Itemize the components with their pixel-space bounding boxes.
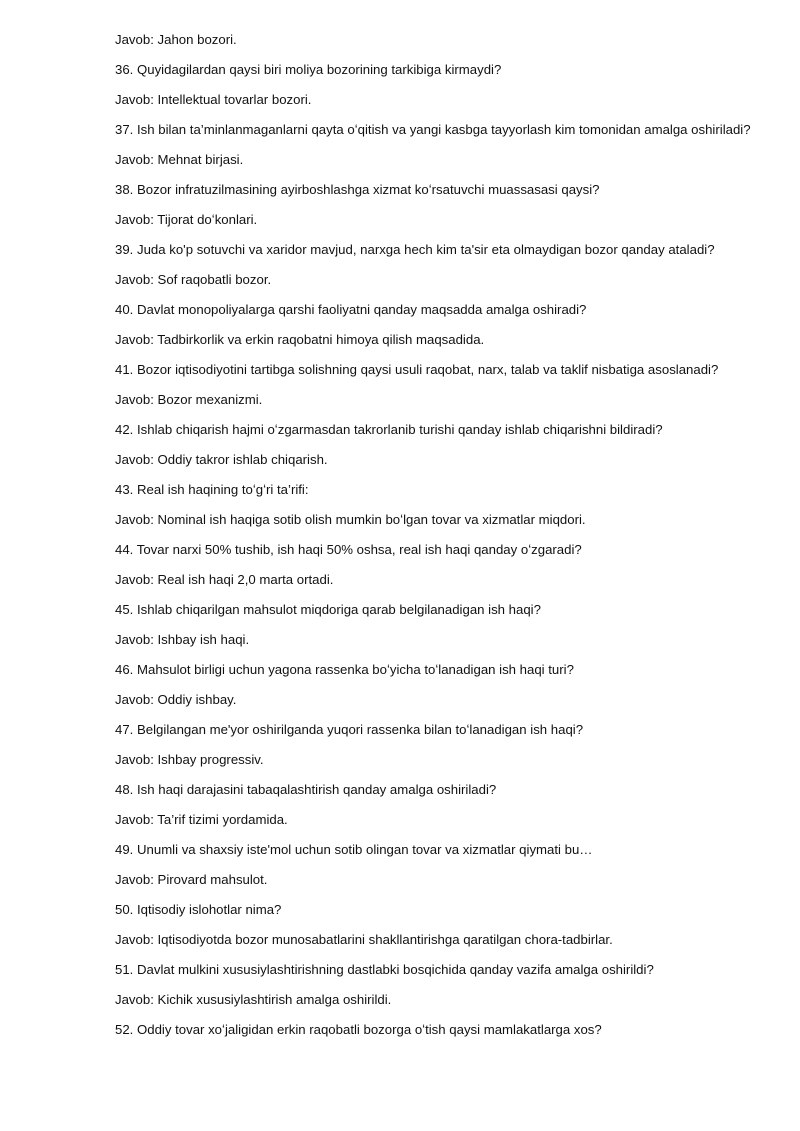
answer-line: Javob: Pirovard mahsulot. xyxy=(115,872,268,887)
answer-line: Javob: Sof raqobatli bozor. xyxy=(115,272,272,287)
question-line: 41. Bozor iqtisodiyotini tartibga solishning qaysi usuli raqobat, narx, talab va taklif nisbatiga asoslanadi? xyxy=(115,362,719,377)
question-line: 36. Quyidagilardan qaysi biri moliya bozorining tarkibiga kirmaydi? xyxy=(115,62,502,77)
question-line: 48. Ish haqi darajasini tabaqalashtirish qanday amalga oshiriladi? xyxy=(115,782,497,797)
question-line: 39. Juda ko'p sotuvchi va xaridor mavjud, narxga hech kim ta'sir eta olmaydigan bozor qanday ataladi? xyxy=(115,242,715,257)
answer-line: Javob: Ishbay ish haqi. xyxy=(115,632,250,647)
answer-line: Javob: Kichik xususiylashtirish amalga oshirildi. xyxy=(115,992,392,1007)
answer-line: Javob: Ta’rif tizimi yordamida. xyxy=(115,812,288,827)
question-line: 51. Davlat mulkini xususiylashtirishning dastlabki bosqichida qanday vazifa amalga oshirildi? xyxy=(115,962,654,977)
question-line: 42. Ishlab chiqarish hajmi oʻzgarmasdan takrorlanib turishi qanday ishlab chiqarishni bildiradi? xyxy=(115,422,663,437)
answer-line: Javob: Bozor mexanizmi. xyxy=(115,392,263,407)
question-line: 49. Unumli va shaxsiy iste'mol uchun sotib olingan tovar va xizmatlar qiymati bu… xyxy=(115,842,593,857)
answer-line: Javob: Intellektual tovarlar bozori. xyxy=(115,92,312,107)
question-line: 40. Davlat monopoliyalarga qarshi faoliyatni qanday maqsadda amalga oshiradi? xyxy=(115,302,587,317)
question-line: 46. Mahsulot birligi uchun yagona rassenka boʻyicha toʻlanadigan ish haqi turi? xyxy=(115,662,574,677)
question-line: 38. Bozor infratuzilmasining ayirboshlashga xizmat koʻrsatuvchi muassasasi qaysi? xyxy=(115,182,600,197)
question-line: 37. Ish bilan ta’minlanmaganlarni qayta oʻqitish va yangi kasbga tayyorlash kim tomonidan amalga oshiriladi? xyxy=(115,122,751,137)
answer-line: Javob: Oddiy ishbay. xyxy=(115,692,237,707)
question-line: 47. Belgilangan me'yor oshirilganda yuqori rassenka bilan toʻlanadigan ish haqi? xyxy=(115,722,584,737)
question-line: 44. Tovar narxi 50% tushib, ish haqi 50% oshsa, real ish haqi qanday oʻzgaradi? xyxy=(115,542,582,557)
answer-line: Javob: Jahon bozori. xyxy=(115,32,237,47)
question-line: 52. Oddiy tovar xoʻjaligidan erkin raqobatli bozorga oʻtish qaysi mamlakatlarga xos? xyxy=(115,1022,602,1037)
question-line: 45. Ishlab chiqarilgan mahsulot miqdoriga qarab belgilanadigan ish haqi? xyxy=(115,602,541,617)
answer-line: Javob: Real ish haqi 2,0 marta ortadi. xyxy=(115,572,334,587)
question-line: 50. Iqtisodiy islohotlar nima? xyxy=(115,902,282,917)
answer-line: Javob: Tadbirkorlik va erkin raqobatni himoya qilish maqsadida. xyxy=(115,332,485,347)
answer-line: Javob: Iqtisodiyotda bozor munosabatlarini shakllantirishga qaratilgan chora-tadbirlar. xyxy=(115,932,613,947)
answer-line: Javob: Tijorat doʻkonlari. xyxy=(115,212,258,227)
answer-line: Javob: Oddiy takror ishlab chiqarish. xyxy=(115,452,328,467)
question-line: 43. Real ish haqining toʻgʻri ta’rifi: xyxy=(115,482,309,497)
answer-line: Javob: Ishbay progressiv. xyxy=(115,752,264,767)
qa-list xyxy=(115,30,755,1050)
answer-line: Javob: Nominal ish haqiga sotib olish mumkin boʻlgan tovar va xizmatlar miqdori. xyxy=(115,512,586,527)
answer-line: Javob: Mehnat birjasi. xyxy=(115,152,244,167)
